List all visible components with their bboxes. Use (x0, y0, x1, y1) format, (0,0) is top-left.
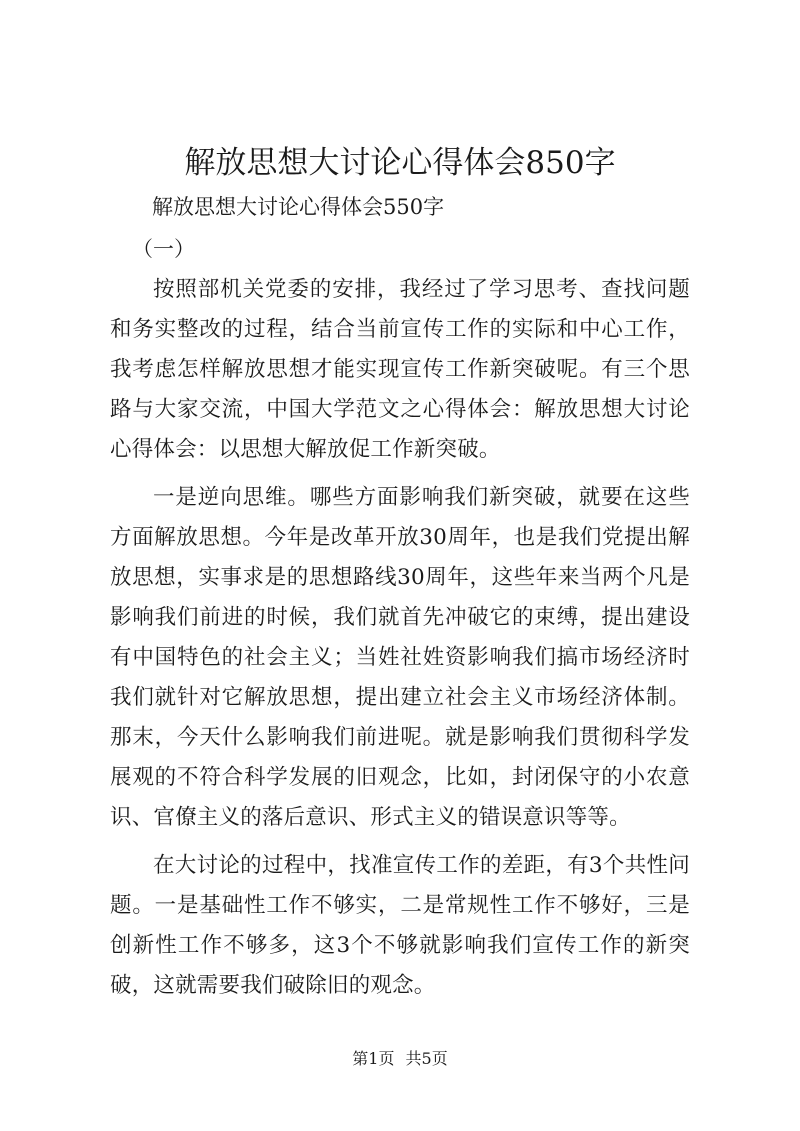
page-total: 共5页 (405, 1049, 448, 1068)
page-number: 第1页 (352, 1049, 395, 1068)
document-body (110, 270, 690, 1014)
section-marker: （一） (132, 237, 195, 261)
paragraph-3: 在大讨论的过程中，找准宣传工作的差距，有3个共性问题。一是基础性工作不够实，二是常规性工作不够好，三是创新性工作不够多，这3个不够就影响我们宣传工作的新突破，这就需要我们破除旧的观念。 (110, 853, 690, 998)
paragraph-2: 一是逆向思维。哪些方面影响我们新突破，就要在这些方面解放思想。今年是改革开放30周年，也是我们党提出解放思想，实事求是的思想路线30周年，这些年来当两个凡是影响我们前进的时候，我们就首先冲破它的束缚，提出建设有中国特色的社会主义；当姓社姓资影响我们搞市场经济时我们就针对它解放思想，提出建立社会主义市场经济体制。那末，今天什么影响我们前进呢。就是影响我们贯彻科学发展观的不符合科学发展的旧观念，比如，封闭保守的小农意识、官僚主义的落后意识、形式主义的错误意识等等。 (110, 485, 690, 830)
page-footer (0, 1048, 800, 1070)
document-title: 解放思想大讨论心得体会850字 (184, 145, 616, 181)
document-subtitle: 解放思想大讨论心得体会550字 (152, 195, 445, 219)
paragraph-1: 按照部机关党委的安排，我经过了学习思考、查找问题和务实整改的过程，结合当前宣传工作的实际和中心工作，我考虑怎样解放思想才能实现宣传工作新突破呢。有三个思路与大家交流，中国大学范文之心得体会：解放思想大讨论心得体会：以思想大解放促工作新突破。 (110, 277, 690, 462)
